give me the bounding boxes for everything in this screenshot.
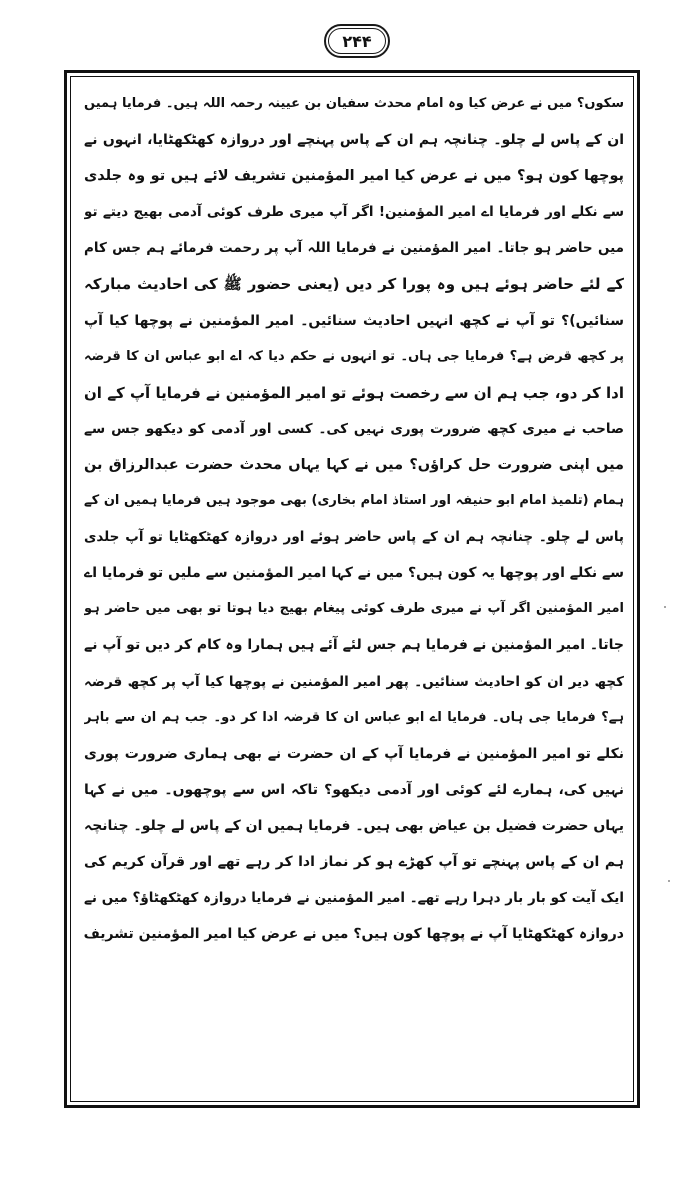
text-line: یہاں حضرت فضیل بن عیاض بھی ہیں۔ فرمایا ہمیں ان کے پاس لے چلو۔ چنانچہ xyxy=(84,817,624,834)
text-line: ان کے پاس لے چلو۔ چنانچہ ہم ان کے پاس پہنچے اور دروازہ کھٹکھٹایا، انہوں نے xyxy=(84,132,624,149)
body-text xyxy=(84,86,624,1098)
page-number-badge xyxy=(324,24,390,58)
text-line: سے نکلے اور فرمایا اے امیر المؤمنین! اگر آپ میری طرف کوئی آدمی بھیج دیتے تو xyxy=(84,204,624,221)
text-line: پر کچھ قرض ہے؟ فرمایا جی ہاں۔ تو انہوں نے حکم دیا کہ اے ابو عباس ان کا قرضہ xyxy=(84,348,624,364)
text-line: میں اپنی ضرورت حل کراؤں؟ میں نے کہا یہاں محدث حضرت عبدالرزاق بن xyxy=(84,456,624,473)
text-line: دروازہ کھٹکھٹایا آپ نے پوچھا کون ہیں؟ میں نے عرض کیا امیر المؤمنین تشریف xyxy=(84,926,624,943)
text-line: ہم ان کے پاس پہنچے تو آپ کھڑے ہو کر نماز ادا کر رہے تھے اور قرآن کریم کی xyxy=(84,853,624,870)
text-line: نکلے تو امیر المؤمنین نے فرمایا آپ کے ان حضرت نے بھی ہماری ضرورت پوری xyxy=(84,745,624,762)
text-line: ادا کر دو، جب ہم ان سے رخصت ہوئے تو امیر المؤمنین نے فرمایا آپ کے ان xyxy=(84,383,624,402)
text-line: کے لئے حاضر ہوئے ہیں وہ پورا کر دیں (یعنی حضور ﷺ کی احادیث مبارکہ xyxy=(84,275,624,294)
text-line: امیر المؤمنین اگر آپ نے میری طرف کوئی پیغام بھیج دیا ہوتا تو بھی میں حاضر ہو xyxy=(84,601,624,617)
text-line: سکوں؟ میں نے عرض کیا وہ امام محدث سفیان بن عیینہ رحمہ اللہ ہیں۔ فرمایا ہمیں xyxy=(84,96,624,111)
text-line: سے نکلے اور پوچھا یہ کون ہیں؟ میں نے کہا امیر المؤمنین سے ملیں تو فرمایا اے xyxy=(84,565,624,582)
scan-speck xyxy=(664,606,666,608)
text-line: میں حاضر ہو جاتا۔ امیر المؤمنین نے فرمایا اللہ آپ پر رحمت فرمائے ہم جس کام xyxy=(84,240,624,257)
text-line: پوچھا کون ہو؟ میں نے عرض کیا امیر المؤمنین تشریف لائے ہیں تو وہ جلدی xyxy=(84,168,624,185)
scan-speck xyxy=(668,880,670,882)
text-line: ہے؟ فرمایا جی ہاں۔ فرمایا اے ابو عباس ان کا قرضہ ادا کر دو۔ جب ہم ان سے باہر xyxy=(84,709,624,725)
text-line: جاتا۔ امیر المؤمنین نے فرمایا ہم جس لئے آئے ہیں ہمارا وہ کام کر دیں تو آپ نے xyxy=(84,637,624,654)
text-line: کچھ دیر ان کو احادیث سنائیں۔ پھر امیر المؤمنین نے پوچھا کیا آپ پر کچھ قرضہ xyxy=(84,673,624,690)
text-line: پاس لے چلو۔ چنانچہ ہم ان کے پاس حاضر ہوئے اور دروازہ کھٹکھٹایا تو آپ جلدی xyxy=(84,529,624,546)
text-line: ہمام (تلمیذ امام ابو حنیفہ اور استاذ امام بخاری) بھی موجود ہیں فرمایا ہمیں ان کے xyxy=(84,493,624,509)
text-line: نہیں کی، ہمارے لئے کوئی اور آدمی دیکھو؟ تاکہ اس سے پوچھوں۔ میں نے کہا xyxy=(84,781,624,798)
page-number: ۲۴۴ xyxy=(328,28,386,54)
text-line: ایک آیت کو بار بار دہرا رہے تھے۔ امیر المؤمنین نے فرمایا دروازہ کھٹکھٹاؤ؟ میں نے xyxy=(84,890,624,907)
text-line: سنائیں)؟ تو آپ نے کچھ انہیں احادیث سنائیں۔ امیر المؤمنین نے پوچھا کیا آپ xyxy=(84,312,624,329)
text-line: صاحب نے میری کچھ ضرورت پوری نہیں کی۔ کسی اور آدمی کو دیکھو جس سے xyxy=(84,420,624,437)
